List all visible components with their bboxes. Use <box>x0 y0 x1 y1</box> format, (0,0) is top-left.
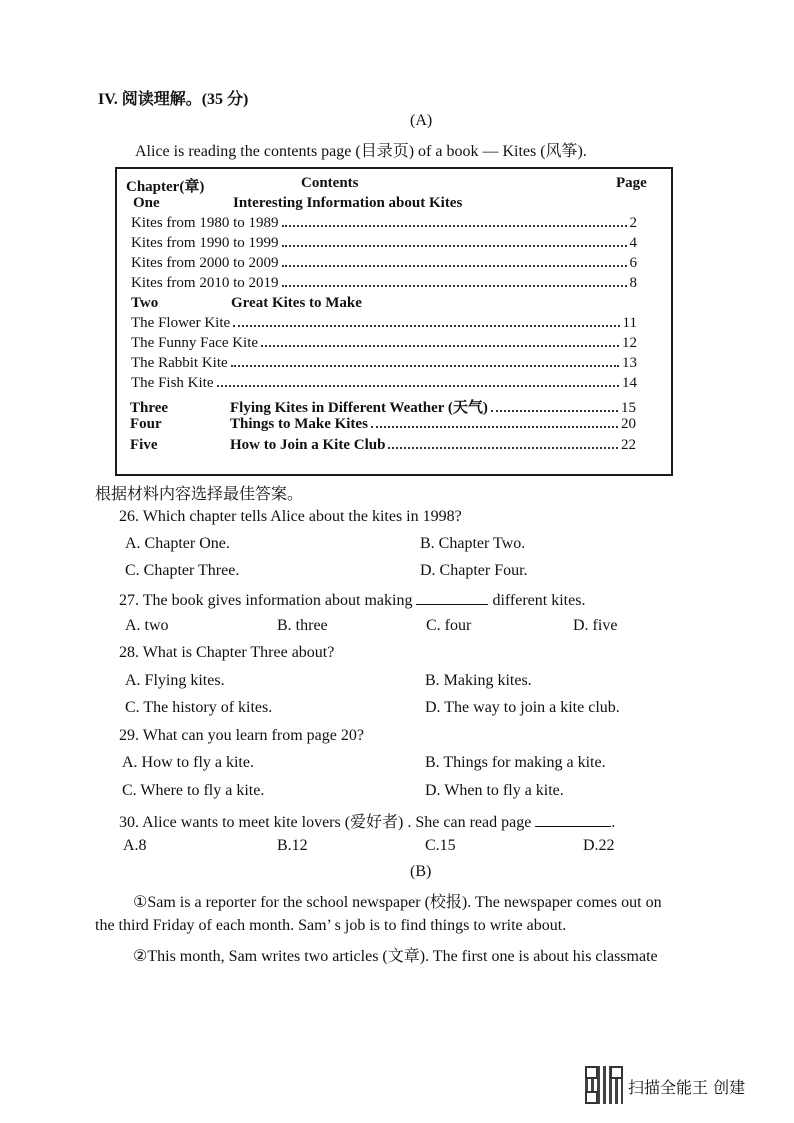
chapter-number: Three <box>130 400 169 416</box>
option-c[interactable]: C. Where to fly a kite. <box>122 782 265 799</box>
scanner-watermark: 扫描全能王 创建 <box>628 1078 746 1097</box>
toc-entry <box>131 375 637 395</box>
entry-text: The Funny Face Kite <box>131 335 259 351</box>
entry-page: 11 <box>622 315 637 331</box>
toc-entry <box>131 315 637 335</box>
entry-page: 14 <box>622 375 637 391</box>
entry-page: 12 <box>622 335 637 351</box>
chapter-number: Five <box>130 437 158 453</box>
question-stem <box>119 590 585 610</box>
entry-page: 6 <box>629 255 637 271</box>
option-b[interactable]: B.12 <box>277 837 308 854</box>
entry-page: 8 <box>629 275 637 291</box>
toc-chapter-four <box>130 416 636 436</box>
toc-entry <box>131 255 637 275</box>
stem-text: 27. The book gives information about making <box>119 592 413 609</box>
entry-text: The Flower Kite <box>131 315 231 331</box>
option-c[interactable]: C. Chapter Three. <box>125 562 240 579</box>
toc-chapter-five <box>130 437 636 457</box>
entry-text: Kites from 2010 to 2019 <box>131 275 279 291</box>
option-d[interactable]: D. Chapter Four. <box>420 562 528 579</box>
passage-a-label: (A) <box>410 112 433 129</box>
toc-chapter-three <box>130 396 636 416</box>
passage-b-line: ①Sam is a reporter for the school newspaper (校报). The newspaper comes out on <box>133 894 662 911</box>
passage-a-intro: Alice is reading the contents page (目录页) of a book — Kites (风筝). <box>135 143 587 160</box>
option-d[interactable]: D. When to fly a kite. <box>425 782 564 799</box>
toc-header-contents: Contents <box>301 175 359 191</box>
qr-code-icon <box>585 1066 623 1104</box>
option-a[interactable]: A. How to fly a kite. <box>122 754 254 771</box>
option-c[interactable]: C. four <box>426 617 472 634</box>
toc-entry <box>131 355 637 375</box>
option-b[interactable]: B. Chapter Two. <box>420 535 526 552</box>
entry-page: 2 <box>629 215 637 231</box>
entry-text: Kites from 1990 to 1999 <box>131 235 279 251</box>
entry-page: 22 <box>621 437 636 453</box>
question-stem: 26. Which chapter tells Alice about the kites in 1998? <box>119 508 462 525</box>
toc-header-page: Page <box>616 175 647 191</box>
chapter-title: How to Join a Kite Club <box>230 437 386 453</box>
stem-text: 30. Alice wants to meet kite lovers (爱好者) . She can read page <box>119 814 532 831</box>
toc-entry <box>131 275 637 295</box>
question-stem <box>119 809 615 832</box>
passage-b-line: the third Friday of each month. Sam’ s job is to find things to write about. <box>95 917 567 934</box>
option-b[interactable]: B. three <box>277 617 328 634</box>
passage-b-line: ②This month, Sam writes two articles (文章). The first one is about his classmate <box>133 948 658 965</box>
chapter-number: Two <box>131 295 159 311</box>
option-a[interactable]: A. Chapter One. <box>125 535 230 552</box>
stem-text: different kites. <box>492 592 586 609</box>
option-a[interactable]: A.8 <box>123 837 147 854</box>
toc-entry <box>131 215 637 235</box>
entry-page: 15 <box>621 400 636 416</box>
toc-header-chapter: Chapter(章) <box>126 179 205 195</box>
option-c[interactable]: C. The history of kites. <box>125 699 273 716</box>
passage-b-label: (B) <box>410 863 432 880</box>
entry-text: Kites from 1980 to 1989 <box>131 215 279 231</box>
answer-blank[interactable] <box>416 590 488 605</box>
option-b[interactable]: B. Making kites. <box>425 672 532 689</box>
question-stem: 28. What is Chapter Three about? <box>119 644 335 661</box>
option-b[interactable]: B. Things for making a kite. <box>425 754 606 771</box>
chapter-number: One <box>133 195 160 211</box>
entry-text: The Rabbit Kite <box>131 355 228 371</box>
chapter-number: Four <box>130 416 162 432</box>
answer-blank[interactable] <box>535 812 611 827</box>
chapter-title: Flying Kites in Different Weather (天气) <box>230 400 488 416</box>
option-d[interactable]: D.22 <box>583 837 615 854</box>
toc-chapter-one <box>133 195 643 215</box>
toc-entry <box>131 335 637 355</box>
entry-page: 20 <box>621 416 636 432</box>
entry-page: 4 <box>629 235 637 251</box>
option-d[interactable]: D. The way to join a kite club. <box>425 699 620 716</box>
question-stem: 29. What can you learn from page 20? <box>119 727 364 744</box>
chapter-title: Interesting Information about Kites <box>233 195 463 211</box>
toc-entry <box>131 235 637 255</box>
entry-text: The Fish Kite <box>131 375 214 391</box>
chapter-title: Great Kites to Make <box>231 295 362 311</box>
option-c[interactable]: C.15 <box>425 837 456 854</box>
option-d[interactable]: D. five <box>573 617 618 634</box>
section-heading: IV. 阅读理解。(35 分) <box>98 91 249 108</box>
instruction: 根据材料内容选择最佳答案。 <box>95 486 304 503</box>
chapter-title: Things to Make Kites <box>230 416 368 432</box>
stem-text: . <box>611 814 616 831</box>
entry-page: 13 <box>622 355 637 371</box>
toc-chapter-two <box>131 295 641 315</box>
option-a[interactable]: A. Flying kites. <box>125 672 225 689</box>
entry-text: Kites from 2000 to 2009 <box>131 255 279 271</box>
option-a[interactable]: A. two <box>125 617 169 634</box>
